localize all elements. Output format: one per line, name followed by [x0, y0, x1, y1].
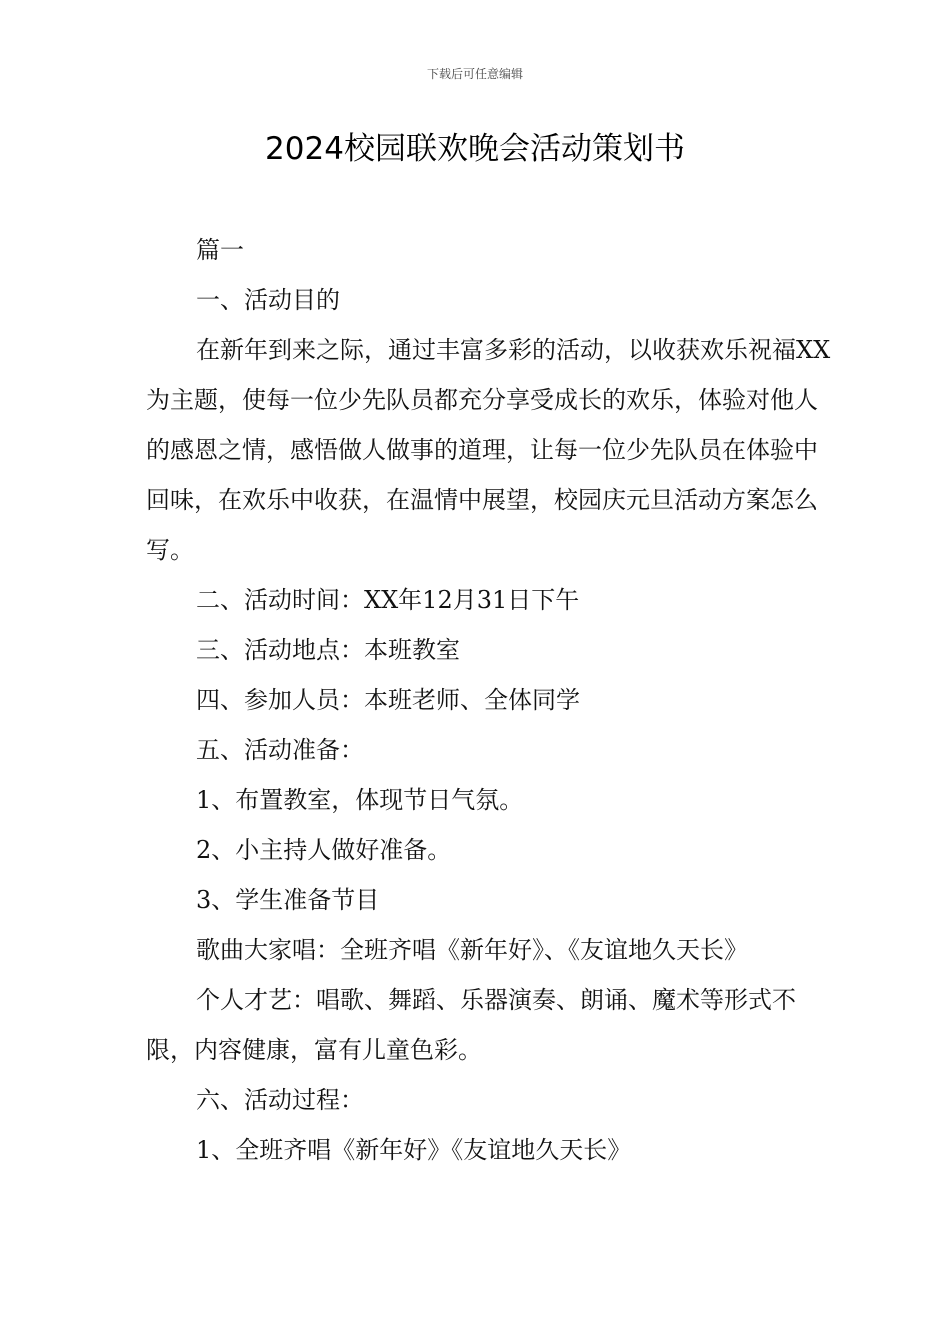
document-title: 2024校园联欢晚会活动策划书	[265, 131, 685, 167]
document-body	[146, 225, 836, 1175]
paragraph-talents: 个人才艺：唱歌、舞蹈、乐器演奏、朗诵、魔术等形式不限，内容健康，富有儿童色彩。	[146, 986, 796, 1064]
header-note: 下载后可任意编辑	[426, 67, 523, 81]
item-activity-time: 二、活动时间：XX年12月31日下午	[196, 586, 580, 614]
section-label: 篇一	[196, 236, 244, 264]
list-item-prep-1: 1、布置教室，体现节日气氛。	[196, 786, 524, 814]
item-participants: 四、参加人员：本班老师、全体同学	[196, 686, 580, 714]
paragraph-songs: 歌曲大家唱：全班齐唱《新年好》、《友谊地久天长》	[196, 936, 748, 964]
heading-process: 六、活动过程：	[196, 1086, 364, 1114]
list-item-process-1: 1、全班齐唱《新年好》《友谊地久天长》	[196, 1136, 632, 1164]
list-item-prep-2: 2、小主持人做好准备。	[196, 836, 452, 864]
item-activity-location: 三、活动地点：本班教室	[196, 636, 460, 664]
heading-preparation: 五、活动准备：	[196, 736, 364, 764]
heading-activity-purpose: 一、活动目的	[196, 286, 340, 314]
list-item-prep-3: 3、学生准备节目	[196, 886, 380, 914]
paragraph-purpose-text: 在新年到来之际，通过丰富多彩的活动，以收获欢乐祝福XX为主题，使每一位少先队员都充分享受成长的欢乐，体验对他人的感恩之情，感悟做人做事的道理，让每一位少先队员在体验中回味，在欢乐中收获，在温情中展望，校园庆元旦活动方案怎么写。	[146, 336, 831, 564]
